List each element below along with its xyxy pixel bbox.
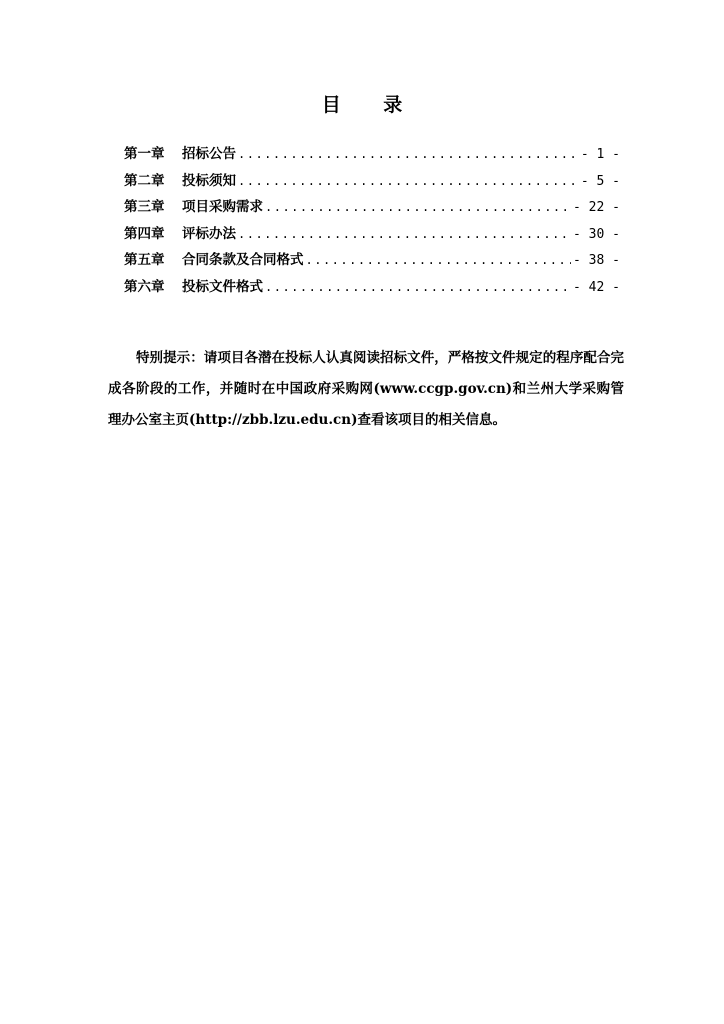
toc-chapter-label: 第六章 [124,278,165,295]
toc-dot-leader [238,174,579,188]
toc-page-number: - 22 - [573,200,620,216]
special-notice: 特别提示：请项目各潜在投标人认真阅读招标文件，严格按文件规定的程序配合完成各阶段的工作，并随时在中国政府采购网(www.ccgp.gov.cn)和兰州大学采购管理办公室主页(http://zbb.lzu.edu.cn)查看该项目的相关信息。 [108,349,624,428]
toc-page-number: - 5 - [580,173,620,189]
toc-chapter-label: 第五章 [124,252,165,269]
toc-entry-title: 投标须知 [182,172,236,189]
toc-entry[interactable] [124,275,620,297]
toc-entry-title: 评标办法 [182,225,236,242]
toc-chapter-label: 第二章 [124,172,165,189]
toc-list [124,142,620,302]
toc-page-number: - 30 - [573,226,620,242]
toc-entry-title: 合同条款及合同格式 [182,252,304,269]
toc-dot-leader [238,227,571,241]
toc-chapter-label: 第一章 [124,146,165,162]
toc-dot-leader [238,147,579,161]
toc-page-number: - 38 - [573,253,620,269]
toc-entry-title: 项目采购需求 [182,199,263,216]
toc-entry[interactable] [124,169,620,191]
toc-page-number: - 1 - [580,147,620,162]
toc-page-number: - 42 - [573,279,620,295]
toc-chapter-label: 第四章 [124,225,165,242]
toc-chapter-label: 第三章 [124,199,165,216]
toc-title: 目 录 [321,94,421,116]
toc-entry[interactable] [124,248,620,270]
toc-entry[interactable] [124,222,620,244]
toc-entry-title: 招标公告 [182,146,236,162]
toc-dot-leader [306,253,572,267]
toc-dot-leader [265,280,571,294]
toc-dot-leader [265,200,571,214]
toc-entry[interactable] [124,142,620,164]
toc-entry-title: 投标文件格式 [182,278,263,295]
toc-entry[interactable] [124,195,620,217]
